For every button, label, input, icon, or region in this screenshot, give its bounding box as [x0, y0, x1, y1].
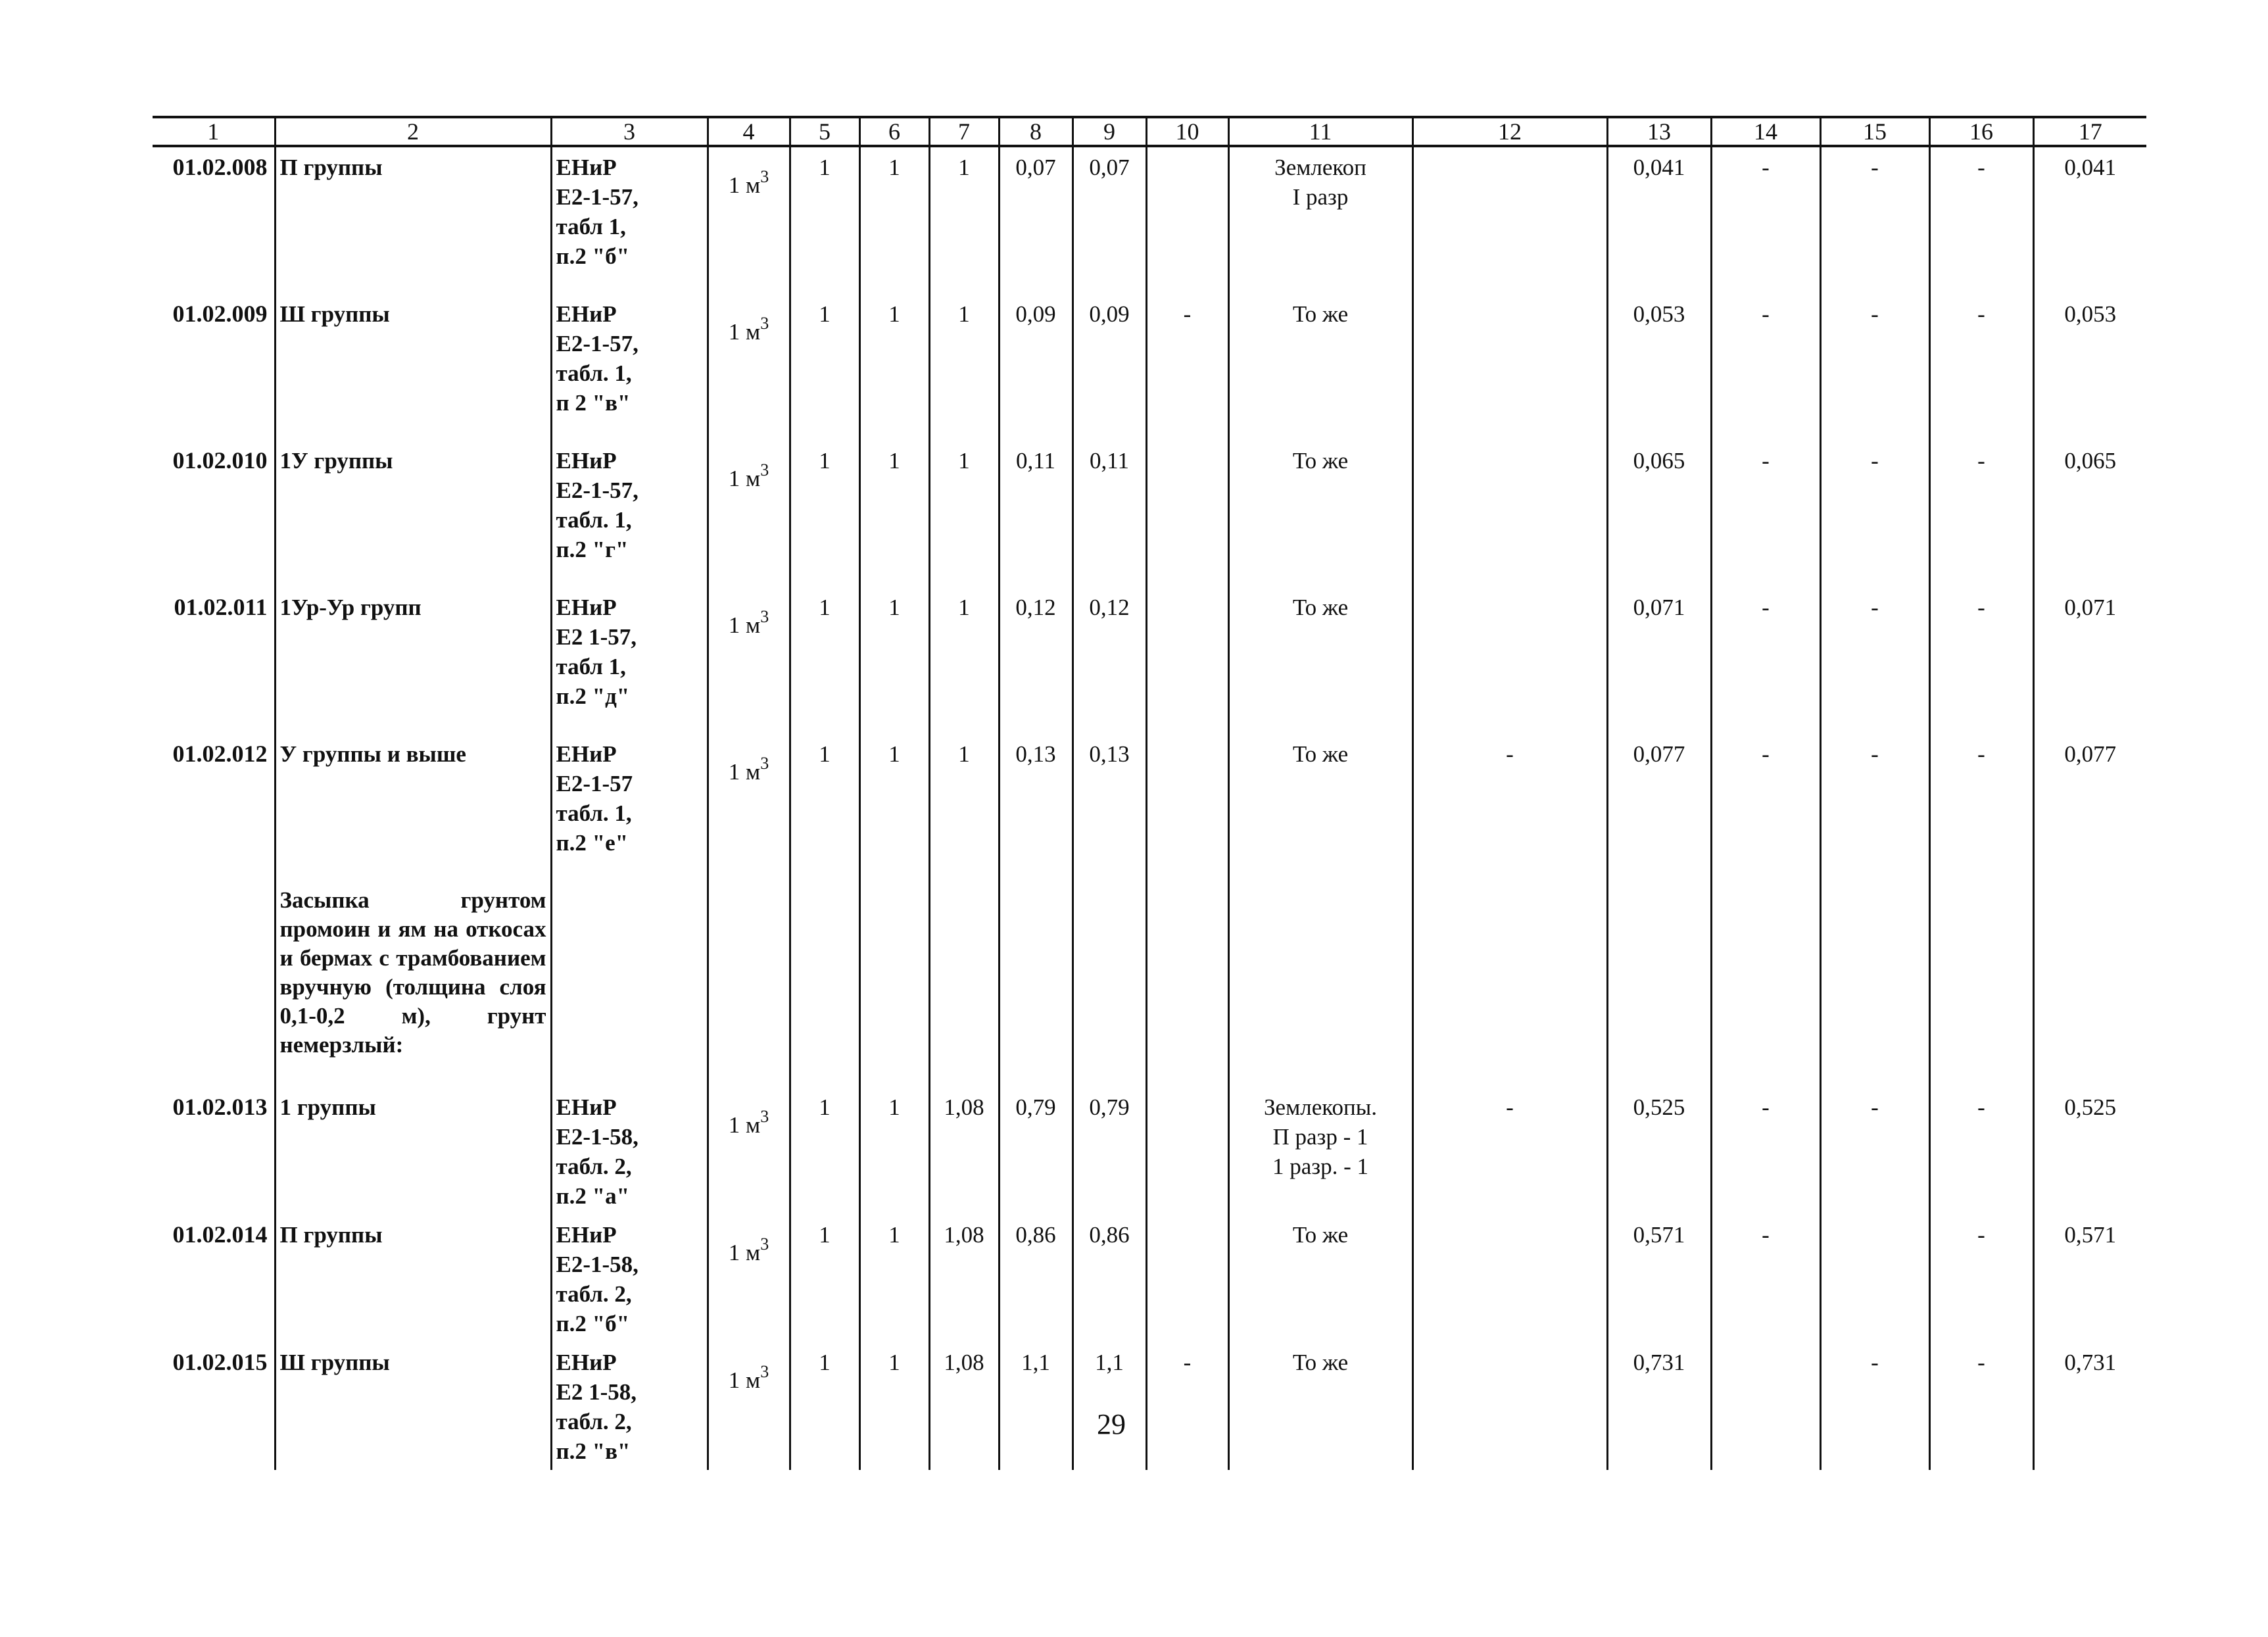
item-name: Ш группы	[275, 1342, 551, 1470]
value-c10	[1146, 1087, 1228, 1215]
value-c17: 0,071	[2033, 587, 2146, 734]
table-body-excavation	[153, 146, 2146, 881]
value-c10	[1146, 146, 1228, 294]
value-c7: 1	[929, 146, 999, 294]
cell-line: п.2 "б"	[556, 243, 630, 269]
header-cell: 14	[1711, 117, 1820, 146]
table-row	[153, 587, 2146, 734]
header-cell: 1	[153, 117, 275, 146]
item-code: 01.02.011	[174, 594, 268, 620]
value-c10	[1146, 734, 1228, 881]
cell-line: табл. 2,	[556, 1409, 632, 1434]
header-cell: 5	[790, 117, 859, 146]
item-name: У группы и выше	[275, 734, 551, 881]
cell-line: п.2 "д"	[556, 683, 630, 709]
cell-line: табл 1,	[556, 654, 626, 679]
column-number-header	[153, 117, 2146, 146]
cell-line: Е2 1-57,	[556, 624, 637, 650]
value-c6: 1	[859, 1215, 929, 1342]
header-cell: 6	[859, 117, 929, 146]
cell-line: То же	[1292, 1222, 1349, 1248]
header-cell: 15	[1820, 117, 1929, 146]
unit-exponent: 3	[760, 1234, 769, 1254]
value-c12: -	[1412, 734, 1607, 881]
item-name: 1Ур-Ур групп	[275, 587, 551, 734]
cell-line: Е2-1-57,	[556, 184, 639, 210]
cell-line: ЕНиР	[556, 1222, 617, 1248]
value-c13: 0,571	[1607, 1215, 1711, 1342]
value-c15	[1820, 1215, 1929, 1342]
value-c12	[1412, 1215, 1607, 1342]
value-c5: 1	[790, 1087, 859, 1215]
cell-line: табл 1,	[556, 214, 626, 239]
cell-line: ЕНиР	[556, 301, 617, 327]
crew-composition	[1228, 1342, 1412, 1470]
value-c9: 0,12	[1073, 587, 1146, 734]
unit-exponent: 3	[760, 607, 769, 626]
page-number: 29	[1097, 1408, 1126, 1440]
unit-text: 1 м	[728, 1112, 761, 1138]
value-c12: -	[1412, 1087, 1607, 1215]
value-c17: 0,053	[2033, 294, 2146, 441]
crew-composition	[1228, 734, 1412, 881]
value-c13: 0,053	[1607, 294, 1711, 441]
value-c12	[1412, 294, 1607, 441]
value-c6: 1	[859, 1087, 929, 1215]
value-c9: 1,1	[1073, 1342, 1146, 1470]
header-cell: 2	[275, 117, 551, 146]
header-cell: 8	[999, 117, 1073, 146]
value-c15: -	[1820, 146, 1929, 294]
unit-text: 1 м	[728, 612, 761, 638]
cell-line: п.2 "е"	[556, 830, 629, 856]
unit-text: 1 м	[728, 319, 761, 345]
unit-exponent: 3	[760, 460, 769, 479]
value-c16: -	[1929, 441, 2033, 587]
crew-composition	[1228, 294, 1412, 441]
unit-of-measure	[708, 441, 790, 587]
cell-line: ЕНиР	[556, 448, 617, 474]
cell-line: Землекопы.	[1264, 1094, 1377, 1120]
value-c8: 0,07	[999, 146, 1073, 294]
item-code: 01.02.010	[172, 447, 268, 474]
value-c6: 1	[859, 734, 929, 881]
table-row	[153, 1342, 2146, 1470]
value-c9: 0,86	[1073, 1215, 1146, 1342]
cell-line: Е2-1-57,	[556, 331, 639, 356]
item-code: 01.02.008	[172, 154, 268, 180]
item-code: 01.02.013	[172, 1094, 268, 1120]
value-c8: 0,12	[999, 587, 1073, 734]
unit-exponent: 3	[760, 1107, 769, 1126]
value-c5: 1	[790, 1342, 859, 1470]
norms-table	[153, 116, 2146, 1470]
norm-reference	[551, 587, 708, 734]
header-cell: 11	[1228, 117, 1412, 146]
value-c16: -	[1929, 1215, 2033, 1342]
cell-line: табл. 1,	[556, 800, 632, 826]
cell-line: То же	[1292, 1350, 1349, 1375]
norm-reference	[551, 734, 708, 881]
value-c6: 1	[859, 1342, 929, 1470]
value-c17: 0,571	[2033, 1215, 2146, 1342]
header-cell: 10	[1146, 117, 1228, 146]
value-c17: 0,065	[2033, 441, 2146, 587]
cell-line: табл. 1,	[556, 507, 632, 533]
item-code: 01.02.014	[172, 1221, 268, 1248]
unit-of-measure	[708, 294, 790, 441]
cell-line: Е2-1-58,	[556, 1124, 639, 1150]
value-c14: -	[1711, 1215, 1820, 1342]
cell-line: Е2-1-57,	[556, 477, 639, 503]
value-c5: 1	[790, 441, 859, 587]
table-row	[153, 1215, 2146, 1342]
unit-of-measure	[708, 1342, 790, 1470]
value-c13: 0,041	[1607, 146, 1711, 294]
value-c15: -	[1820, 734, 1929, 881]
value-c10: -	[1146, 294, 1228, 441]
cell-line: Землекоп	[1274, 155, 1366, 180]
value-c7: 1	[929, 294, 999, 441]
unit-of-measure	[708, 1087, 790, 1215]
value-c14	[1711, 1342, 1820, 1470]
value-c7: 1	[929, 587, 999, 734]
value-c6: 1	[859, 441, 929, 587]
unit-text: 1 м	[728, 466, 761, 491]
value-c17: 0,077	[2033, 734, 2146, 881]
unit-text: 1 м	[728, 1240, 761, 1265]
header-cell: 4	[708, 117, 790, 146]
value-c12	[1412, 1342, 1607, 1470]
cell-line: То же	[1292, 741, 1349, 767]
norm-reference	[551, 146, 708, 294]
value-c8: 0,09	[999, 294, 1073, 441]
item-name: П группы	[275, 1215, 551, 1342]
crew-composition	[1228, 587, 1412, 734]
cell-line: 1 разр. - 1	[1272, 1154, 1368, 1179]
unit-of-measure	[708, 587, 790, 734]
value-c6: 1	[859, 587, 929, 734]
table-body-section	[153, 881, 2146, 1087]
value-c10: -	[1146, 1342, 1228, 1470]
value-c13: 0,731	[1607, 1342, 1711, 1470]
cell-line: табл. 2,	[556, 1281, 632, 1307]
crew-composition	[1228, 1087, 1412, 1215]
value-c5: 1	[790, 587, 859, 734]
value-c16: -	[1929, 146, 2033, 294]
cell-line: То же	[1292, 301, 1349, 327]
item-code: 01.02.015	[172, 1349, 268, 1375]
item-name: П группы	[275, 146, 551, 294]
cell-line: п.2 "г"	[556, 537, 629, 562]
crew-composition	[1228, 146, 1412, 294]
header-cell: 17	[2033, 117, 2146, 146]
cell-line: п.2 "б"	[556, 1311, 630, 1336]
value-c5: 1	[790, 294, 859, 441]
value-c17: 0,041	[2033, 146, 2146, 294]
value-c5: 1	[790, 146, 859, 294]
item-code: 01.02.009	[172, 301, 268, 327]
cell-line: п.2 "а"	[556, 1183, 630, 1209]
unit-of-measure	[708, 146, 790, 294]
header-cell: 13	[1607, 117, 1711, 146]
unit-text: 1 м	[728, 172, 761, 198]
value-c9: 0,11	[1073, 441, 1146, 587]
value-c8: 0,79	[999, 1087, 1073, 1215]
value-c8: 0,11	[999, 441, 1073, 587]
cell-line: ЕНиР	[556, 1350, 617, 1375]
table-row	[153, 734, 2146, 881]
section-description: Засыпка грунтом промоин и ям на откосах и бермах с трамбованием вручную (толщина слоя 0,1-0,2 м), грунт немерзлый:	[275, 881, 551, 1087]
value-c15: -	[1820, 294, 1929, 441]
norm-reference	[551, 294, 708, 441]
header-cell: 9	[1073, 117, 1146, 146]
value-c7: 1	[929, 441, 999, 587]
value-c10	[1146, 1215, 1228, 1342]
value-c14: -	[1711, 587, 1820, 734]
cell-line: Е2 1-58,	[556, 1379, 637, 1405]
unit-exponent: 3	[760, 314, 769, 333]
unit-of-measure	[708, 734, 790, 881]
cell-line: П разр - 1	[1272, 1124, 1368, 1150]
value-c8: 0,13	[999, 734, 1073, 881]
unit-exponent: 3	[760, 167, 769, 186]
unit-exponent: 3	[760, 1362, 769, 1381]
cell-line: Е2-1-57	[556, 771, 633, 796]
value-c9: 0,79	[1073, 1087, 1146, 1215]
value-c16: -	[1929, 734, 2033, 881]
value-c10	[1146, 587, 1228, 734]
value-c12	[1412, 146, 1607, 294]
cell-line: То же	[1292, 448, 1349, 474]
unit-exponent: 3	[760, 754, 769, 773]
table-row	[153, 294, 2146, 441]
table-row	[153, 1087, 2146, 1215]
cell-line: табл. 2,	[556, 1154, 632, 1179]
header-cell: 3	[551, 117, 708, 146]
cell-line: ЕНиР	[556, 1094, 617, 1120]
item-name: 1У группы	[275, 441, 551, 587]
cell-line: ЕНиР	[556, 741, 617, 767]
cell-line: п 2 "в"	[556, 390, 631, 416]
cell-line: I разр	[1292, 184, 1349, 210]
value-c14: -	[1711, 441, 1820, 587]
value-c5: 1	[790, 734, 859, 881]
header-row	[153, 117, 2146, 146]
crew-composition	[1228, 441, 1412, 587]
value-c12	[1412, 587, 1607, 734]
norm-reference	[551, 1342, 708, 1470]
item-name: 1 группы	[275, 1087, 551, 1215]
value-c17: 0,525	[2033, 1087, 2146, 1215]
header-cell: 7	[929, 117, 999, 146]
header-cell: 16	[1929, 117, 2033, 146]
value-c13: 0,071	[1607, 587, 1711, 734]
item-code: 01.02.012	[172, 741, 268, 767]
item-name: Ш группы	[275, 294, 551, 441]
cell-line: табл. 1,	[556, 360, 632, 386]
unit-text: 1 м	[728, 759, 761, 785]
value-c8: 1,1	[999, 1342, 1073, 1470]
table-row	[153, 441, 2146, 587]
table-body-backfill	[153, 1087, 2146, 1470]
norm-reference	[551, 1087, 708, 1215]
value-c7: 1,08	[929, 1215, 999, 1342]
value-c16: -	[1929, 1087, 2033, 1215]
value-c8: 0,86	[999, 1215, 1073, 1342]
value-c15: -	[1820, 1342, 1929, 1470]
value-c7: 1	[929, 734, 999, 881]
header-cell: 12	[1412, 117, 1607, 146]
value-c14: -	[1711, 146, 1820, 294]
value-c9: 0,07	[1073, 146, 1146, 294]
value-c13: 0,525	[1607, 1087, 1711, 1215]
value-c14: -	[1711, 1087, 1820, 1215]
value-c12	[1412, 441, 1607, 587]
section-row	[153, 881, 2146, 1087]
table-row	[153, 146, 2146, 294]
cell-line: Е2-1-58,	[556, 1252, 639, 1277]
cell-line: п.2 "в"	[556, 1438, 631, 1464]
unit-text: 1 м	[728, 1367, 761, 1393]
cell-line: ЕНиР	[556, 155, 617, 180]
value-c9: 0,09	[1073, 294, 1146, 441]
value-c15: -	[1820, 587, 1929, 734]
value-c14: -	[1711, 734, 1820, 881]
value-c16: -	[1929, 1342, 2033, 1470]
crew-composition	[1228, 1215, 1412, 1342]
value-c15: -	[1820, 1087, 1929, 1215]
value-c13: 0,077	[1607, 734, 1711, 881]
value-c14: -	[1711, 294, 1820, 441]
norm-reference	[551, 441, 708, 587]
value-c13: 0,065	[1607, 441, 1711, 587]
value-c7: 1,08	[929, 1342, 999, 1470]
value-c9: 0,13	[1073, 734, 1146, 881]
unit-of-measure	[708, 1215, 790, 1342]
value-c16: -	[1929, 587, 2033, 734]
value-c15: -	[1820, 441, 1929, 587]
value-c17: 0,731	[2033, 1342, 2146, 1470]
value-c6: 1	[859, 146, 929, 294]
value-c10	[1146, 441, 1228, 587]
cell-line: То же	[1292, 595, 1349, 620]
value-c5: 1	[790, 1215, 859, 1342]
value-c7: 1,08	[929, 1087, 999, 1215]
norm-reference	[551, 1215, 708, 1342]
value-c6: 1	[859, 294, 929, 441]
cell-line: ЕНиР	[556, 595, 617, 620]
value-c16: -	[1929, 294, 2033, 441]
